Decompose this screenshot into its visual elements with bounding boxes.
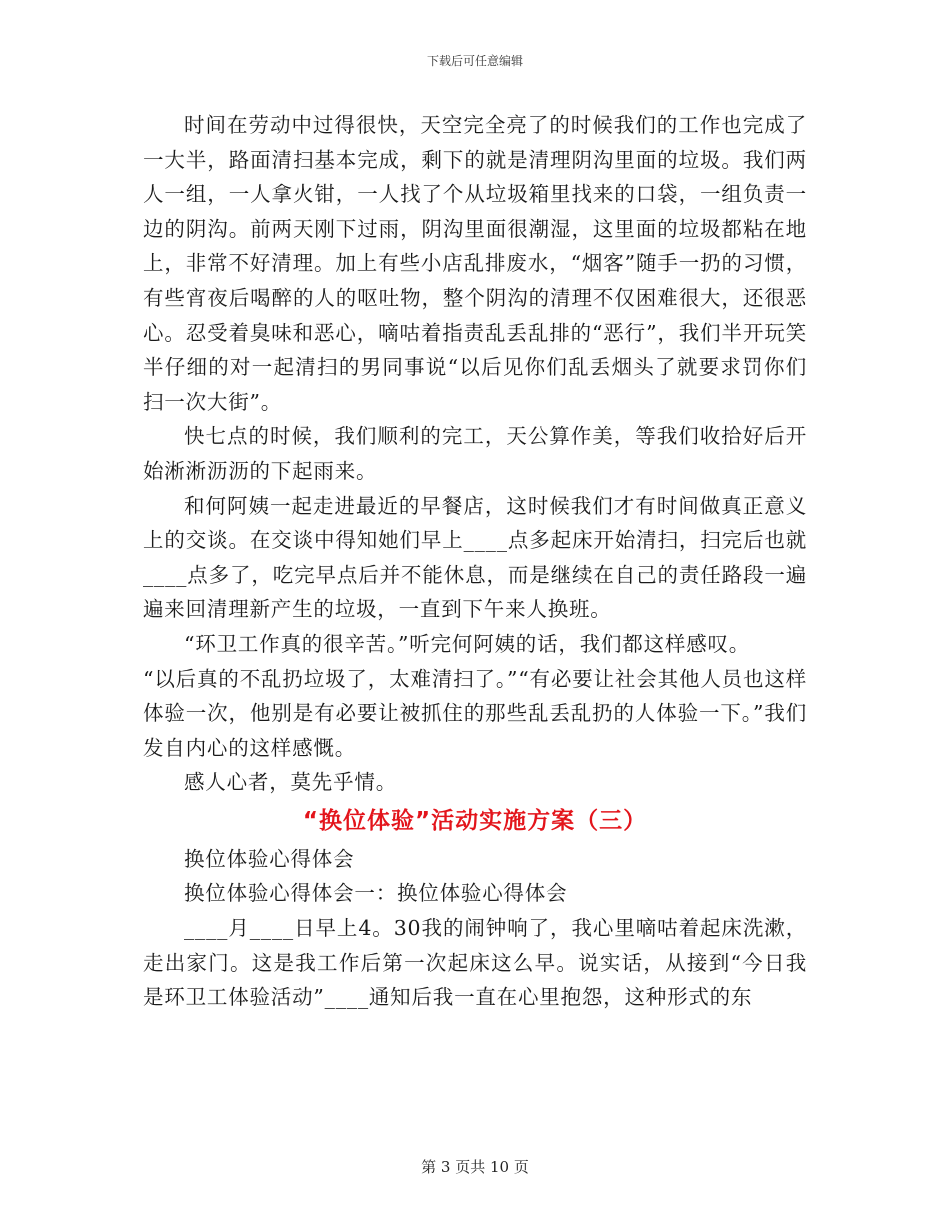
paragraph: 快七点的时候，我们顺利的完工，天公算作美，等我们收拾好后开始淅淅沥沥的下起雨来。: [143, 424, 807, 483]
page-header: 下载后可任意编辑: [426, 54, 523, 68]
paragraph: 和何阿姨一起走进最近的早餐店，这时候我们才有时间做真正意义上的交谈。在交谈中得知她们早上____点多起床开始清扫，扫完后也就____点多了，吃完早点后并不能休息，而是继续在自己的责任路段一遍遍来回清理新产生的垃圾，一直到下午来人换班。: [143, 493, 807, 622]
paragraph: “环卫工作真的很辛苦。”听完何阿姨的话，我们都这样感叹。: [184, 631, 751, 656]
paragraph: 感人心者，莫先乎情。: [184, 770, 397, 795]
page-footer: 第 3 页共 10 页: [421, 1158, 529, 1176]
section-title: “换位体验”活动实施方案（三）: [302, 807, 648, 834]
paragraph: 换位体验心得体会一：换位体验心得体会: [184, 881, 568, 906]
paragraph: ____月____日早上4。30我的闹钟响了，我心里嘀咕着起床洗漱，走出家门。这是我工作后第一次起床这么早。说实话，从接到“今日我是环卫工体验活动”____通知后我一直在心里抱怨，这种形式的东: [143, 916, 807, 1010]
paragraph: 换位体验心得体会: [184, 846, 355, 871]
paragraph: “以后真的不乱扔垃圾了，太难清扫了。”“有必要让社会其他人员也这样体验一次，他别是有必要让被抓住的那些乱丢乱扔的人体验一下。”我们发自内心的这样感慨。: [143, 666, 807, 760]
document-body: [143, 108, 807, 1015]
paragraph: 时间在劳动中过得很快，天空完全亮了的时候我们的工作也完成了一大半，路面清扫基本完成，剩下的就是清理阴沟里面的垃圾。我们两人一组，一人拿火钳，一人找了个从垃圾箱里找来的口袋，一组负责一边的阴沟。前两天刚下过雨，阴沟里面很潮湿，这里面的垃圾都粘在地上，非常不好清理。加上有些小店乱排废水，“烟客”随手一扔的习惯，有些宵夜后喝醉的人的呕吐物，整个阴沟的清理不仅困难很大，还很恶心。忍受着臭味和恶心，嘀咕着指责乱丢乱排的“恶行”，我们半开玩笑半仔细的对一起清扫的男同事说“以后见你们乱丢烟头了就要求罚你们扫一次大街”。: [143, 113, 807, 414]
